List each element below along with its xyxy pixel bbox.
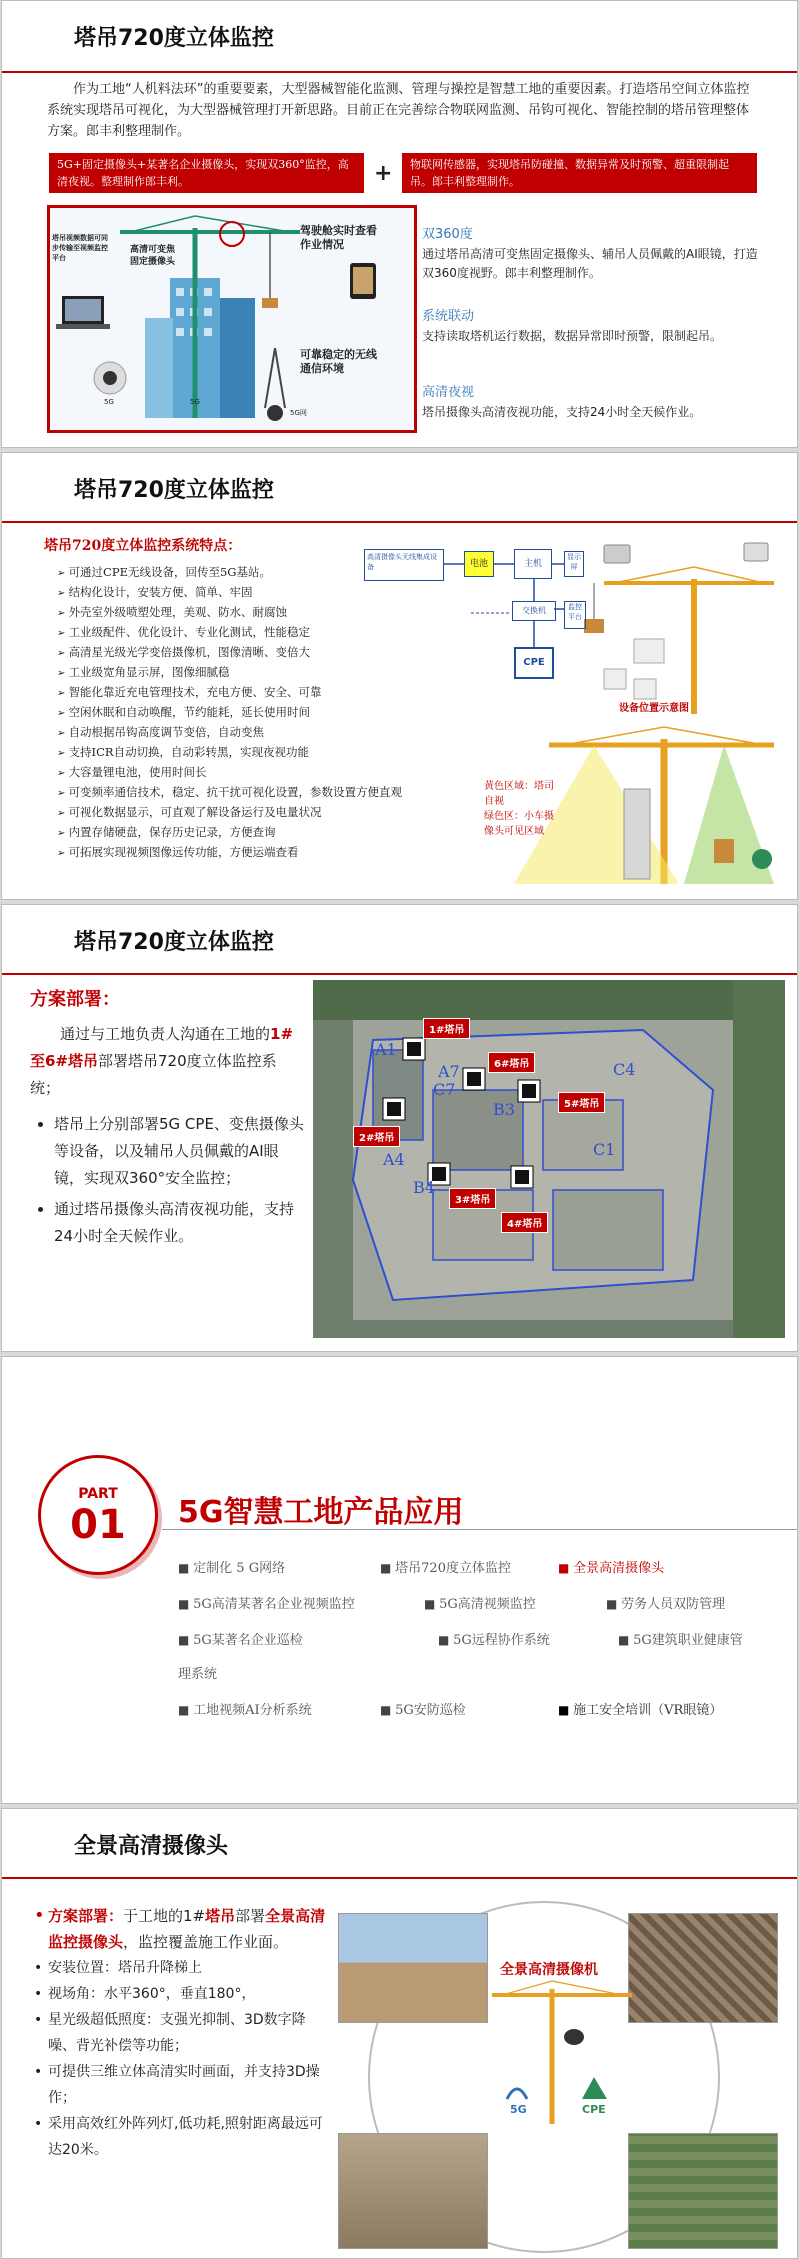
slide-title: 塔吊720度立体监控 [74, 478, 274, 503]
title-divider [2, 1877, 797, 1879]
platform-label: 塔吊视频数据可同步传输至视频监控平台 [52, 234, 108, 262]
list-item: ➢ 可变频率通信技术，稳定、抗干扰可视化设置，参数设置方便直观 [57, 783, 402, 803]
display-box: 显示屏 [564, 551, 584, 577]
plus-sign: + [374, 161, 393, 186]
features-subtitle: 塔吊720度立体监控系统特点： [44, 538, 242, 554]
plan-text: 于工地的1# [123, 1907, 206, 1925]
site-photo-bottom-left [338, 2133, 488, 2249]
plan-paragraph [30, 1021, 305, 1102]
crane-tag-1: 1#塔吊 [423, 1018, 470, 1039]
slide-title: 全景高清摄像头 [74, 1834, 229, 1859]
zone-label: B3 [493, 1100, 515, 1119]
crane-tag-6: 6#塔吊 [488, 1052, 535, 1073]
plan-label: 方案部署： [30, 989, 120, 1010]
crane-tag-3: 3#塔吊 [449, 1188, 496, 1209]
tower-crane-illustration [47, 205, 417, 433]
menu-item-5g-hd-video[interactable]: ■ 5G高清视频监控 [424, 1593, 536, 1612]
feature-nightvision-heading: 高清夜视 [422, 385, 475, 400]
feature-linkage-heading: 系统联动 [422, 309, 475, 324]
zone-label: C1 [593, 1140, 616, 1159]
crane-tag-4: 4#塔吊 [501, 1212, 548, 1233]
plan-text: 部署塔吊720度立体监控系统； [30, 1052, 277, 1097]
plan-text: 部署 [235, 1907, 266, 1925]
intro-paragraph: 作为工地“人机料法环”的重要要素，大型器械智能化监测、管理与操控是智慧工地的重要因素。打造塔吊空间立体监控系统实现塔吊可视化，为大型器械管理打开新思路。目前正在完善综合物联网监测、吊钩可视化、智能控制的塔吊管理整体方案。郎丰利整理制作。 [47, 82, 750, 139]
battery-box: 电池 [464, 551, 494, 577]
device-diagram [364, 539, 784, 889]
switch-box: 交换机 [512, 601, 556, 621]
list-item: • 星光级超低照度：支强光抑制、3D数字降噪、背光补偿等功能； [32, 2007, 332, 2059]
site-photo-top-right [628, 1913, 778, 2023]
list-item: ➢ 智能化靠近充电管理技术，充电方便、安全、可靠 [57, 683, 402, 703]
list-item: • 采用高效红外阵列灯,低功耗,照射距离最远可达20米。 [32, 2111, 332, 2163]
plan-text: 通过与工地负责人沟通在工地的 [60, 1025, 271, 1043]
slide-system-features [1, 452, 798, 900]
tag-5g-right: 5G网 [290, 409, 307, 417]
list-item: ➢ 可通过CPE无线设备，回传至5G基站。 [57, 563, 402, 583]
sensor-summary-box: 物联网传感器，实现塔吊防碰撞、数据异常及时预警、超重限制起吊。郎丰利整理制作。 [402, 153, 757, 193]
list-item: • 塔吊上分别部署5G CPE、变焦摄像头等设备，以及辅吊人员佩戴的AI眼镜，实现双360°安全监控； [54, 1111, 306, 1192]
zone-label: A4 [383, 1150, 405, 1169]
cpe-box: CPE [514, 647, 554, 679]
list-item: • 安装位置：塔吊升降梯上 [32, 1955, 332, 1981]
deployment-list [54, 1111, 306, 1254]
list-item: ➢ 自动根据吊钩高度调节变倍，自动变焦 [57, 723, 402, 743]
center-camera-label: 全景高清摄像机 [500, 1962, 598, 1978]
site-photo-top-left [338, 1913, 488, 2023]
menu-item-5g-enterprise-video[interactable]: ■ 5G高清某著名企业视频监控 [178, 1593, 355, 1612]
list-item: ➢ 可拓展实现视频图像远传功能，方便运端查看 [57, 843, 402, 863]
tag-cpe: CPE [582, 2103, 606, 2116]
plan-label: 方案部署： [48, 1907, 124, 1925]
slide-deployment-plan [1, 904, 798, 1352]
feature-linkage-body: 支持读取塔机运行数据，数据异常即时预警，限制起吊。 [422, 329, 723, 343]
zone-label: C4 [613, 1060, 636, 1079]
list-item: • 可提供三维立体高清实时画面，并支持3D操作； [32, 2059, 332, 2111]
part-number: 01 [70, 1502, 126, 1548]
diagram-caption: 设备位置示意图 [619, 703, 689, 714]
slide-title: 塔吊720度立体监控 [74, 930, 274, 955]
list-item: ➢ 外壳室外级喷塑处理，美观、防水、耐腐蚀 [57, 603, 402, 623]
monitor-box: 监控平台 [564, 601, 586, 629]
menu-item-tower-720[interactable]: ■ 塔吊720度立体监控 [380, 1557, 511, 1576]
site-photo-bottom-right [628, 2133, 778, 2249]
menu-item-5g-security-patrol[interactable]: ■ 5G安防巡检 [380, 1699, 466, 1718]
camera-highlight: 全景高清监控摄像头 [48, 1907, 326, 1951]
slide-panoramic-camera [1, 1808, 798, 2259]
menu-item-vr-safety-training[interactable]: ■ 施工安全培训（VR眼镜） [558, 1699, 722, 1718]
list-item: ➢ 工业级配件、优化设计、专业化测试，性能稳定 [57, 623, 402, 643]
center-crane-illustration [482, 1949, 642, 2129]
tag-5g-tower: 5G [190, 398, 200, 406]
feature-dual360-body: 通过塔吊高清可变焦固定摄像头、辅吊人员佩戴的AI眼镜，打造双360度视野。郎丰利整理制作。 [422, 247, 758, 280]
tag-5g-left: 5G [104, 398, 114, 406]
feature-dual360-heading: 双360度 [422, 227, 473, 242]
zone-label: C7 [433, 1080, 456, 1099]
menu-item-5g-remote-collab[interactable]: ■ 5G远程协作系统 [438, 1629, 550, 1648]
menu-item-labor-dual-prevention[interactable]: ■ 劳务人员双防管理 [606, 1593, 725, 1612]
list-item: ➢ 工业级宽角显示屏，图像细腻稳 [57, 663, 402, 683]
wireless-label: 可靠稳定的无线通信环境 [300, 348, 377, 375]
list-item: ➢ 结构化设计，安装方便、简单、牢固 [57, 583, 402, 603]
slide-part-01-menu [1, 1356, 798, 1804]
camera-spec-list [32, 1903, 332, 2163]
camera-device-box: 高清摄像头无线集成设备 [364, 549, 444, 581]
host-box: 主机 [514, 549, 552, 579]
crane-highlight: 塔吊 [205, 1907, 236, 1925]
list-item: ➢ 空闲休眠和自动唤醒，节约能耗，延长使用时间 [57, 703, 402, 723]
device-diagram-graphic [364, 539, 784, 889]
list-item: ➢ 支持ICR自动切换，自动彩转黑，实现夜视功能 [57, 743, 402, 763]
part-badge [38, 1455, 158, 1575]
zone-label: B4 [413, 1178, 435, 1197]
camera-summary-box: 5G+固定摄像头+某著名企业摄像头，实现双360°监控，高清夜视。整理制作郎丰利。 [49, 153, 364, 193]
list-item: • 通过塔吊摄像头高清夜视功能，支持24小时全天候作业。 [54, 1196, 306, 1250]
menu-item-5g-health-mgmt[interactable]: ■ 5G建筑职业健康管 [618, 1629, 743, 1648]
site-aerial-map [313, 980, 785, 1338]
slide-title: 塔吊720度立体监控 [74, 26, 274, 51]
menu-item-custom-network[interactable]: ■ 定制化 5 G网络 [178, 1557, 285, 1576]
part-label: PART [78, 1486, 118, 1502]
camera-label: 高清可变焦固定摄像头 [130, 245, 176, 267]
title-divider [2, 973, 797, 975]
list-item: • 视场角：水平360°，垂直180°， [32, 1981, 332, 2007]
title-divider [2, 521, 797, 523]
crane-tag-2: 2#塔吊 [353, 1126, 400, 1147]
list-item [32, 1903, 332, 1955]
list-item: ➢ 可视化数据显示，可直观了解设备运行及电量状况 [57, 803, 402, 823]
crane-tag-5: 5#塔吊 [558, 1092, 605, 1113]
features-list [57, 563, 402, 863]
section-title: 5G智慧工地产品应用 [178, 1495, 464, 1530]
tag-5g: 5G [510, 2103, 527, 2116]
list-item: ➢ 内置存储硬盘，保存历史记录，方便查询 [57, 823, 402, 843]
crane-range-highlight: 1#至6#塔吊 [30, 1025, 294, 1070]
slide-tower-monitor-intro [1, 0, 798, 448]
menu-item-ai-video-analysis[interactable]: ■ 工地视频AI分析系统 [178, 1699, 312, 1718]
cockpit-label: 驾驶舱实时查看作业情况 [300, 224, 377, 251]
plan-text: ，监控覆盖施工作业面。 [123, 1933, 289, 1951]
zone-label: A7 [438, 1062, 460, 1081]
menu-item-panoramic-camera[interactable]: ■ 全景高清摄像头 [558, 1557, 664, 1576]
feature-nightvision-body: 塔吊摄像头高清夜视功能，支持24小时全天候作业。 [422, 405, 702, 419]
title-divider [2, 71, 797, 73]
menu-item-5g-inspection[interactable]: ■ 5G某著名企业巡检 [178, 1629, 303, 1648]
list-item: ➢ 大容量锂电池，使用时间长 [57, 763, 402, 783]
zone-legend: 黄色区域：塔司自视 绿色区：小车摄像头可见区域 [484, 781, 554, 837]
menu-item-continuation: 理系统 [178, 1667, 218, 1682]
zone-label: A1 [375, 1040, 397, 1059]
list-item: ➢ 高清星光级光学变倍摄像机，图像清晰、变倍大 [57, 643, 402, 663]
